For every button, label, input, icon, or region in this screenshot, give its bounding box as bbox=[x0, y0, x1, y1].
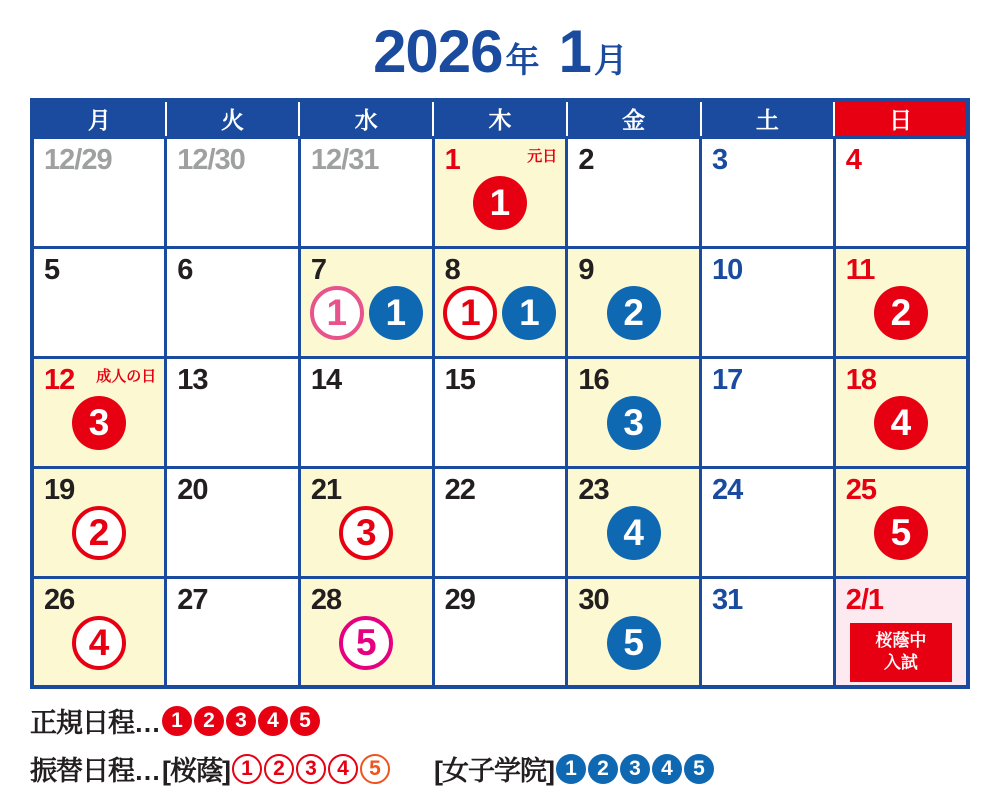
schedule-badge-red-filled: 5 bbox=[874, 506, 928, 560]
schedule-badge-red-filled: 3 bbox=[72, 396, 126, 450]
badge-row bbox=[568, 616, 699, 670]
weekday-header-saturday: 土 bbox=[701, 100, 835, 137]
date-label: 25 bbox=[845, 473, 876, 506]
day-cell-17 bbox=[701, 357, 835, 467]
date-label: 4 bbox=[845, 143, 861, 176]
schedule-badge-red-outline: 2 bbox=[72, 506, 126, 560]
weekday-header-weekday: 月 bbox=[32, 100, 166, 137]
schedule-badge-red-outline: 1 bbox=[232, 754, 262, 784]
schedule-badge-red-outline: 4 bbox=[328, 754, 358, 784]
schedule-badge-red-filled: 4 bbox=[258, 706, 288, 736]
badge-row bbox=[435, 286, 566, 340]
badge-row bbox=[836, 506, 966, 560]
day-cell-12-29 bbox=[32, 137, 166, 247]
day-cell-18 bbox=[834, 357, 968, 467]
date-label: 7 bbox=[310, 253, 327, 286]
day-cell-16 bbox=[567, 357, 701, 467]
day-cell-23 bbox=[567, 467, 701, 577]
day-cell-11 bbox=[834, 247, 968, 357]
day-cell-5 bbox=[32, 247, 166, 357]
day-cell-21 bbox=[299, 467, 433, 577]
date-label: 9 bbox=[578, 253, 594, 286]
day-cell-24 bbox=[701, 467, 835, 577]
date-label: 28 bbox=[310, 583, 342, 616]
schedule-badge-red-outline: 2 bbox=[264, 754, 294, 784]
date-label: 31 bbox=[712, 583, 743, 616]
day-cell-26 bbox=[32, 577, 166, 687]
schedule-badge-blue-filled: 1 bbox=[502, 286, 556, 340]
day-cell-29 bbox=[433, 577, 567, 687]
date-label: 22 bbox=[444, 473, 475, 506]
badge-row bbox=[568, 506, 699, 560]
legend-regular-schedule bbox=[30, 701, 1000, 740]
date-label: 14 bbox=[310, 363, 342, 396]
day-cell-10 bbox=[701, 247, 835, 357]
schedule-badge-blue-filled: 3 bbox=[620, 754, 650, 784]
date-label: 5 bbox=[44, 253, 60, 286]
exam-notice: 桜蔭中 入試 bbox=[850, 623, 952, 683]
schedule-badge-blue-filled: 4 bbox=[652, 754, 682, 784]
weekday-header-weekday: 水 bbox=[299, 100, 433, 137]
day-cell-12-30 bbox=[166, 137, 300, 247]
day-cell-9 bbox=[567, 247, 701, 357]
title-year: 2026 bbox=[373, 18, 503, 85]
date-label: 8 bbox=[444, 253, 460, 286]
date-label: 16 bbox=[578, 363, 609, 396]
date-label: 12 bbox=[44, 363, 75, 396]
day-cell-30 bbox=[567, 577, 701, 687]
day-cell-7 bbox=[299, 247, 433, 357]
weekday-header-row bbox=[32, 100, 968, 137]
day-cell-15 bbox=[433, 357, 567, 467]
schedule-badge-red-filled: 1 bbox=[162, 706, 192, 736]
schedule-badge-blue-filled: 5 bbox=[684, 754, 714, 784]
title-month-suffix: 月 bbox=[593, 42, 627, 80]
schedule-badge-blue-filled: 4 bbox=[607, 506, 661, 560]
date-label: 2 bbox=[578, 143, 594, 176]
schedule-badge-pink-outline: 1 bbox=[310, 286, 364, 340]
date-label: 30 bbox=[578, 583, 609, 616]
holiday-label: 元日 bbox=[527, 147, 558, 165]
date-label: 2/1 bbox=[845, 583, 884, 616]
title-year-suffix: 年 bbox=[505, 42, 539, 80]
day-cell-25 bbox=[834, 467, 968, 577]
badge-row bbox=[34, 506, 164, 560]
date-label: 11 bbox=[845, 253, 875, 286]
day-cell-28 bbox=[299, 577, 433, 687]
date-label: 18 bbox=[845, 363, 876, 396]
legend-school-group-1 bbox=[434, 749, 714, 788]
legend-school-group-0 bbox=[162, 749, 390, 788]
legend-school-name: [女子学院] bbox=[433, 756, 554, 786]
schedule-badge-red-filled: 2 bbox=[874, 286, 928, 340]
schedule-badge-red-filled: 1 bbox=[473, 176, 527, 230]
day-cell-2-1 bbox=[834, 577, 968, 687]
legend-school-name: [桜蔭] bbox=[162, 756, 230, 786]
badge-row bbox=[836, 396, 966, 450]
holiday-label: 成人の日 bbox=[96, 367, 157, 385]
badge-row bbox=[34, 616, 164, 670]
badge-row bbox=[568, 396, 699, 450]
day-cell-3 bbox=[701, 137, 835, 247]
schedule-badge-red-outline: 1 bbox=[443, 286, 497, 340]
date-label: 1 bbox=[444, 143, 460, 176]
date-label: 13 bbox=[177, 363, 208, 396]
schedule-badge-red-filled: 2 bbox=[194, 706, 224, 736]
day-cell-4 bbox=[834, 137, 968, 247]
day-cell-22 bbox=[433, 467, 567, 577]
schedule-badge-red-outline: 3 bbox=[296, 754, 326, 784]
schedule-badge-blue-filled: 2 bbox=[588, 754, 618, 784]
date-label: 20 bbox=[177, 473, 208, 506]
date-label: 24 bbox=[712, 473, 743, 506]
date-label: 10 bbox=[712, 253, 743, 286]
day-cell-12-31 bbox=[299, 137, 433, 247]
day-cell-20 bbox=[166, 467, 300, 577]
weekday-header-weekday: 木 bbox=[433, 100, 567, 137]
day-cell-19 bbox=[32, 467, 166, 577]
schedule-badge-red-filled: 5 bbox=[290, 706, 320, 736]
day-cell-12 bbox=[32, 357, 166, 467]
date-label: 12/29 bbox=[44, 143, 112, 176]
weekday-header-sunday: 日 bbox=[834, 100, 968, 137]
legend-substitute-schedule bbox=[30, 749, 1000, 788]
date-label: 26 bbox=[44, 583, 75, 616]
day-cell-6 bbox=[166, 247, 300, 357]
badge-row bbox=[301, 286, 432, 340]
date-label: 12/31 bbox=[310, 143, 379, 176]
schedule-badge-blue-filled: 1 bbox=[556, 754, 586, 784]
legend-substitute-label: 振替日程… bbox=[30, 756, 160, 786]
title-month: 1 bbox=[558, 18, 591, 85]
badge-row bbox=[301, 616, 432, 670]
date-label: 23 bbox=[578, 473, 609, 506]
date-label: 19 bbox=[44, 473, 75, 506]
badge-row bbox=[568, 286, 699, 340]
schedule-badge-red-filled: 3 bbox=[226, 706, 256, 736]
day-cell-14 bbox=[299, 357, 433, 467]
schedule-badge-blue-filled: 3 bbox=[607, 396, 661, 450]
legend bbox=[30, 701, 1000, 788]
schedule-badge-pink-outline: 5 bbox=[339, 616, 393, 670]
calendar-title bbox=[0, 0, 1000, 85]
schedule-badge-red-outline: 3 bbox=[339, 506, 393, 560]
date-label: 17 bbox=[712, 363, 743, 396]
date-label: 29 bbox=[444, 583, 475, 616]
calendar-table bbox=[30, 98, 970, 689]
badge-row bbox=[34, 396, 164, 450]
day-cell-27 bbox=[166, 577, 300, 687]
day-cell-31 bbox=[701, 577, 835, 687]
badge-row bbox=[301, 506, 432, 560]
weekday-header-weekday: 金 bbox=[567, 100, 701, 137]
day-cell-8 bbox=[433, 247, 567, 357]
schedule-badge-blue-filled: 5 bbox=[607, 616, 661, 670]
badge-row bbox=[836, 286, 966, 340]
day-cell-2 bbox=[567, 137, 701, 247]
weekday-header-weekday: 火 bbox=[166, 100, 300, 137]
day-cell-1 bbox=[433, 137, 567, 247]
date-label: 21 bbox=[310, 473, 342, 506]
schedule-badge-red-outline: 4 bbox=[72, 616, 126, 670]
date-label: 15 bbox=[444, 363, 475, 396]
schedule-badge-red-outline: 5 bbox=[360, 754, 390, 784]
badge-row bbox=[435, 176, 566, 230]
schedule-badge-red-filled: 4 bbox=[874, 396, 928, 450]
schedule-badge-blue-filled: 1 bbox=[369, 286, 423, 340]
date-label: 12/30 bbox=[177, 143, 245, 176]
date-label: 27 bbox=[177, 583, 208, 616]
legend-regular-label: 正規日程… bbox=[30, 708, 160, 738]
date-label: 3 bbox=[712, 143, 728, 176]
schedule-badge-blue-filled: 2 bbox=[607, 286, 661, 340]
date-label: 6 bbox=[177, 253, 193, 286]
day-cell-13 bbox=[166, 357, 300, 467]
